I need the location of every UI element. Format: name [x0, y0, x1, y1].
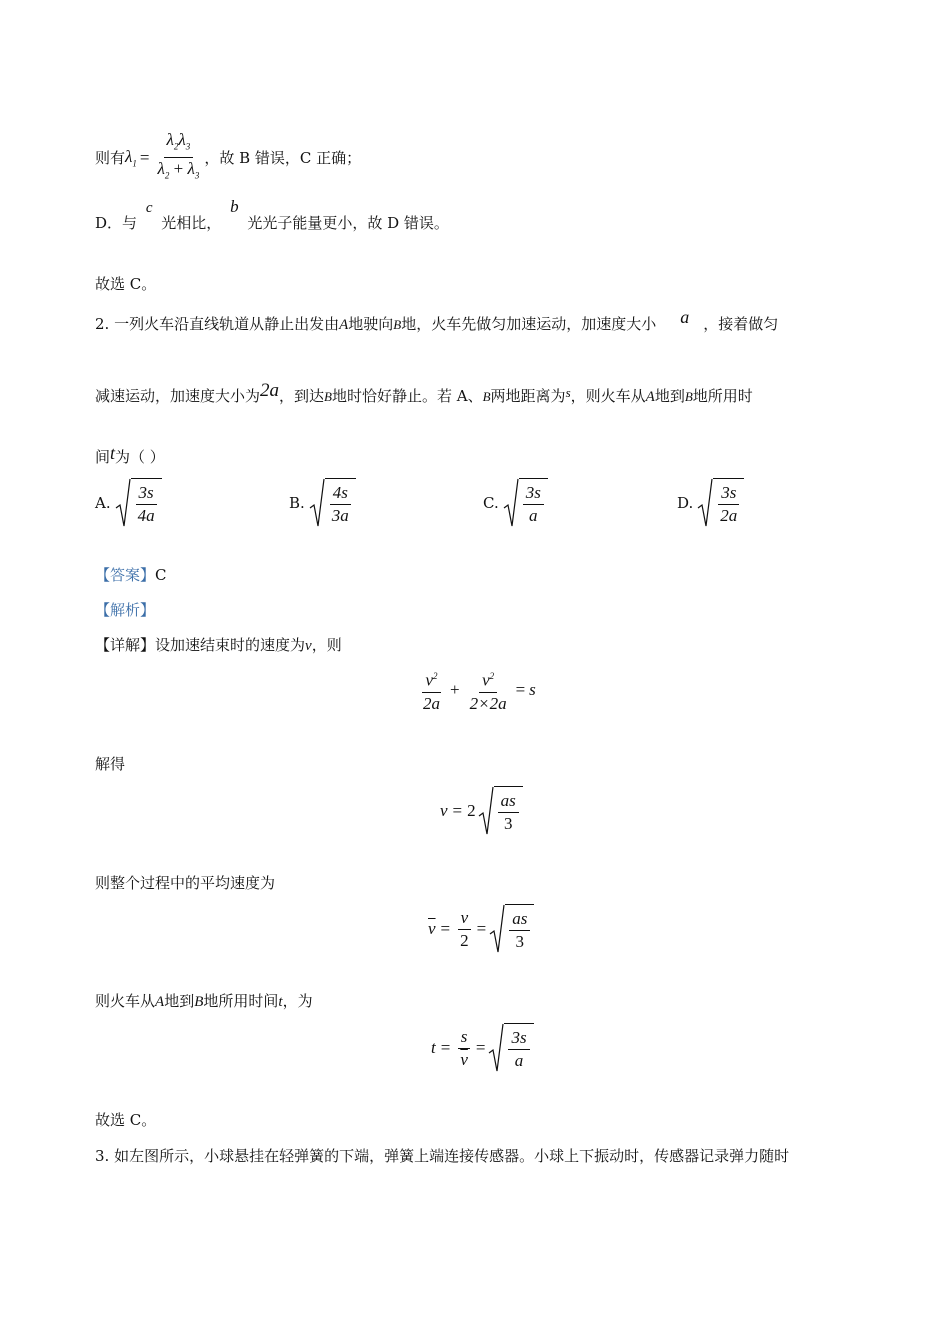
var-B: B: [482, 389, 491, 404]
text: 间: [95, 448, 111, 466]
equals-sign: =: [139, 147, 150, 167]
text: 地所用时间: [203, 992, 279, 1010]
var-B: B: [393, 317, 402, 332]
text: 地到: [164, 992, 195, 1010]
text: 两地距离为: [490, 387, 566, 405]
text: ，到达: [279, 387, 325, 405]
sqrt-expression: $\frac{3s}{2a}$: [697, 478, 744, 528]
answer-tag: 【答案】: [95, 566, 156, 584]
text: 设加速结束时的速度为: [155, 636, 306, 654]
var-t: t: [278, 994, 283, 1010]
var-B: B: [194, 994, 204, 1010]
text: ，为: [282, 992, 313, 1010]
text: 地到: [654, 387, 685, 405]
text: 光光子能量更小，故 D 错误。: [247, 214, 449, 232]
q2-line3: [95, 443, 165, 467]
var-s: s: [565, 385, 571, 400]
text: 地驶向: [348, 315, 394, 333]
var-a: a: [680, 307, 690, 327]
sqrt-expression: $\frac{3s}{4a}$: [115, 478, 162, 528]
pick-c-1: 故选 C。: [95, 275, 157, 293]
option-label: B.: [289, 494, 305, 512]
text: 地时恰好静止。若 A、: [331, 387, 483, 405]
q2-line1: [95, 307, 779, 334]
time-text: [95, 990, 313, 1011]
equation-time: t = $\frac{s}{v}$ = $\frac{3s}{a}$: [431, 1023, 534, 1073]
text: ，则火车从: [570, 387, 646, 405]
detail-tag: 【详解】: [95, 636, 156, 654]
text: 减速运动，加速度大小为: [95, 387, 261, 405]
equation-velocity: v = 2 $\frac{as}{3}$: [440, 786, 523, 836]
equation-average: $\overline{v}$ = $\frac{v}{2}$ = $\frac{as}{3}$: [428, 904, 534, 954]
q2-line2: [95, 380, 753, 407]
detail-line: [95, 634, 342, 655]
text: 地，火车先做匀加速运动，加速度大小: [401, 315, 657, 333]
var-B: B: [324, 389, 332, 404]
var-2a: 2a: [260, 380, 280, 401]
sqrt-expression: $\frac{3s}{a}$: [503, 478, 548, 528]
var-t: t: [110, 443, 116, 463]
var-v: v: [305, 638, 312, 654]
var-B: B: [684, 389, 693, 404]
lambda-relation-line: [95, 130, 361, 186]
option-a[interactable]: [95, 478, 162, 528]
text: 光相比，: [161, 214, 222, 232]
text-prefix: 则有: [95, 149, 126, 168]
text: ，接着做匀: [703, 315, 779, 333]
analysis-tag: 【解析】: [95, 601, 156, 619]
option-label: C.: [483, 494, 499, 512]
average-speed-text: 则整个过程中的平均速度为: [95, 874, 276, 892]
answer-value: C: [155, 566, 167, 584]
pick-c-2: 故选 C。: [95, 1111, 157, 1129]
option-label: D.: [677, 494, 694, 512]
text-suffix: ，故 B 错误，C 正确；: [204, 149, 362, 168]
option-d[interactable]: [677, 478, 744, 528]
question-3: 3. 如左图所示，小球悬挂在轻弹簧的下端，弹簧上端连接传感器。小球上下振动时，传感器记录弹力随时: [95, 1147, 790, 1165]
text: 则火车从: [95, 992, 156, 1010]
var-c: c: [145, 200, 153, 216]
var-A: A: [155, 994, 165, 1010]
text: ，则: [311, 636, 342, 654]
equation-energy: $\frac{v^2}{2a}$ + $\frac{v^2}{2\times 2a}$ = s: [418, 666, 536, 714]
lambda-fraction: $\frac{\lambda_2\lambda_3}{\lambda_2 + \lambda_3}$: [157, 130, 200, 181]
var-A: A: [645, 389, 655, 405]
var-b: b: [230, 197, 239, 216]
option-d-analysis: [95, 197, 449, 233]
text: 为（ ）: [115, 448, 165, 466]
text: 2. 一列火车沿直线轨道从静止出发由: [95, 315, 340, 333]
var-A: A: [339, 317, 349, 333]
option-b[interactable]: [289, 478, 356, 528]
solve-text: 解得: [95, 755, 126, 773]
text: 地所用时: [692, 387, 753, 405]
option-label: A.: [95, 494, 111, 512]
sqrt-expression: $\frac{4s}{3a}$: [309, 478, 356, 528]
lambda-1: $\lambda_1$: [125, 147, 137, 169]
option-c[interactable]: [483, 478, 548, 528]
text: D．与: [95, 214, 138, 232]
answer-line: [95, 564, 167, 585]
